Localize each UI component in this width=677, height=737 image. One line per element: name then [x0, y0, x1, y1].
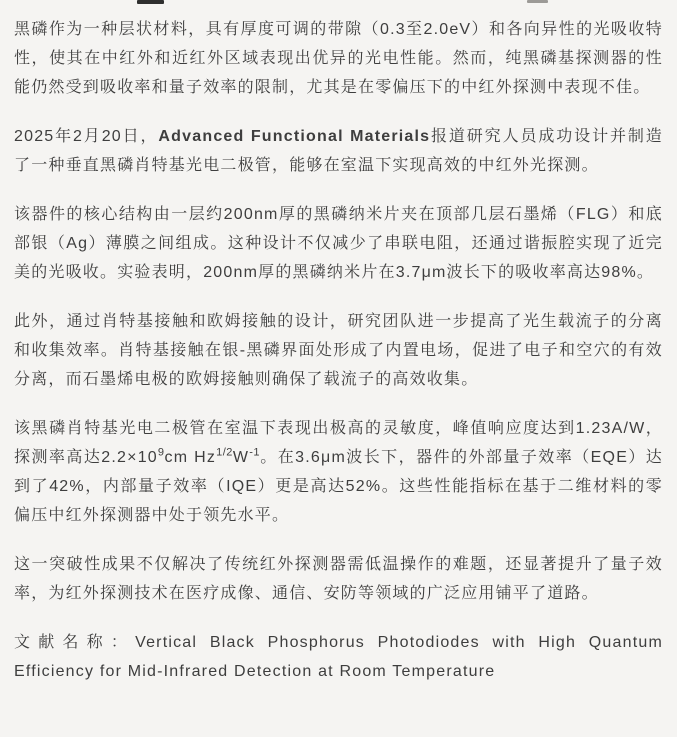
cutoff-text-fragment [137, 0, 164, 4]
paragraph-contact-design: 此外，通过肖特基接触和欧姆接触的设计，研究团队进一步提高了光生载流子的分离和收集效率。肖特基接触在银-黑磷界面处形成了内置电场，促进了电子和空穴的有效分离，而石墨烯电极的欧姆接触则确保了载流子的高效收集。 [14, 313, 663, 388]
article-body [14, 15, 663, 686]
paragraph-impact: 这一突破性成果不仅解决了传统红外探测器需低温操作的难题，还显著提升了量子效率，为红外探测技术在医疗成像、通信、安防等领域的广泛应用铺平了道路。 [14, 556, 663, 602]
paragraph-performance: 该黑磷肖特基光电二极管在室温下表现出极高的灵敏度，峰值响应度达到1.23A/W，探测率高达$2.2\times 10^9cm$ $Hz^{1/2}W^{-1}$。在3.6μm波长下，器件的外部量子效率（EQE）达到了42%，内部量子效率（IQE）更是高达52%。这些性能指标在基于二维材料的零偏压中红外探测器中处于领先水平。 [14, 420, 663, 524]
paragraph-news-announce: 2025年2月20日，Advanced Functional Materials报道研究人员成功设计并制造了一种垂直黑磷肖特基光电二极管，能够在室温下实现高效的中红外光探测。 [14, 128, 663, 174]
cutoff-text-fragment [527, 0, 548, 3]
paragraph-citation-title: 文献名称：Vertical Black Phosphorus Photodiodes with High Quantum Efficiency for Mid-Infrared Detection at Room Temperature [14, 634, 663, 680]
paragraph-device-structure: 该器件的核心结构由一层约200nm厚的黑磷纳米片夹在顶部几层石墨烯（FLG）和底部银（Ag）薄膜之间组成。这种设计不仅减少了串联电阻，还通过谐振腔实现了近完美的光吸收。实验表明，200nm厚的黑磷纳米片在3.7μm波长下的吸收率高达98%。 [14, 206, 663, 281]
paragraph-intro: 黑磷作为一种层状材料，具有厚度可调的带隙（0.3至2.0eV）和各向异性的光吸收特性，使其在中红外和近红外区域表现出优异的光电性能。然而，纯黑磷基探测器的性能仍然受到吸收率和量子效率的限制，尤其是在零偏压下的中红外探测中表现不佳。 [14, 21, 663, 96]
